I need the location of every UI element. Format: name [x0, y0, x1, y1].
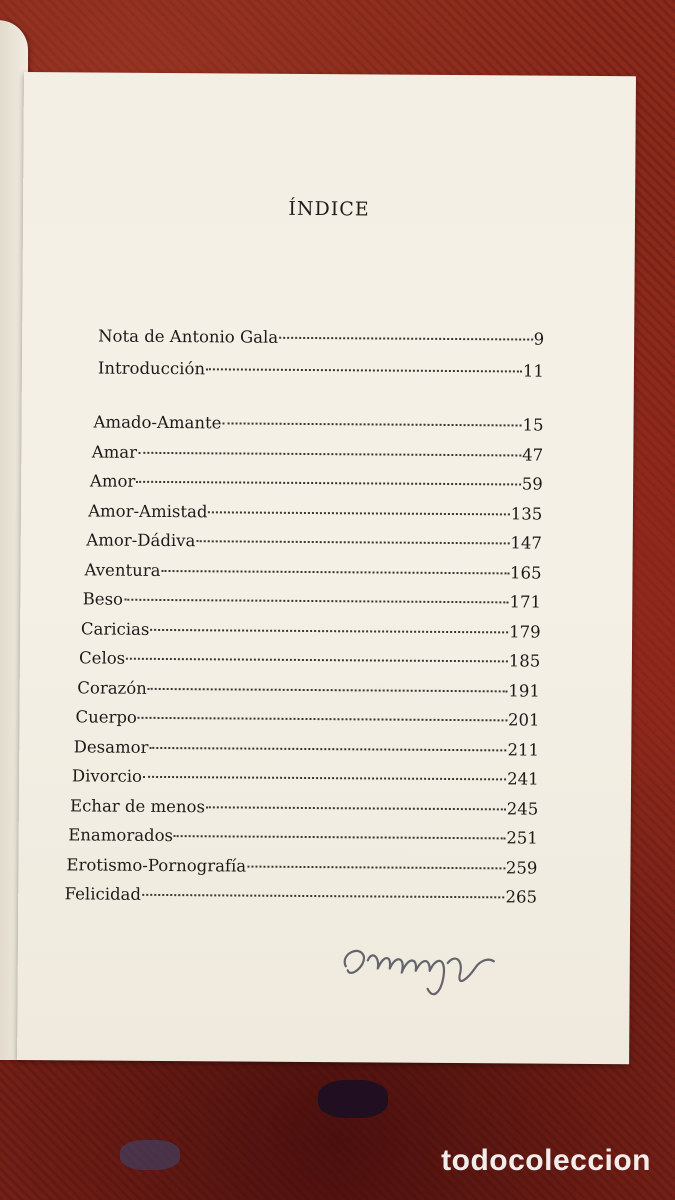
toc-entry-page-number: 259 — [505, 857, 538, 878]
toc-entry — [74, 737, 540, 759]
handwritten-signature — [337, 926, 498, 1007]
toc-dot-leader — [143, 776, 506, 781]
toc-entry — [90, 471, 543, 493]
toc-entry — [77, 678, 540, 700]
toc-entry-page-number: 191 — [508, 680, 540, 701]
toc-entry-title: Amado-Amante — [93, 412, 222, 433]
index-heading: ÍNDICE — [288, 197, 370, 221]
toc-dot-leader — [136, 481, 520, 486]
toc-dot-leader — [206, 806, 506, 810]
toc-entry-title: Erotismo-Pornografía — [66, 854, 247, 876]
toc-dot-leader — [161, 569, 509, 573]
toc-entry-page-number: 15 — [522, 415, 544, 435]
toc-entry-title: Aventura — [84, 559, 161, 580]
toc-entry — [66, 855, 537, 877]
toc-entry — [86, 530, 542, 552]
toc-entry — [98, 327, 544, 349]
toc-entry-page-number: 179 — [509, 621, 541, 642]
toc-dot-leader — [142, 894, 505, 899]
toc-entry-title: Corazón — [77, 677, 147, 698]
toc-entry-page-number: 165 — [509, 562, 542, 583]
toc-entry-title: Amor-Amistad — [88, 500, 208, 521]
toc-entry — [84, 560, 541, 582]
toc-entry — [65, 884, 538, 906]
toc-entry-page-number: 9 — [533, 329, 545, 349]
rug-pattern-mark — [318, 1080, 388, 1118]
toc-entry-title: Felicidad — [64, 884, 142, 904]
toc-entry — [98, 359, 544, 381]
toc-dot-leader — [138, 717, 507, 722]
toc-entry-title: Nota de Antonio Gala — [98, 326, 279, 347]
toc-dot-leader — [138, 451, 521, 456]
toc-dot-leader — [126, 658, 508, 663]
toc-entry-title: Introducción — [97, 358, 206, 379]
toc-entry-title: Divorcio — [71, 766, 143, 786]
toc-entry-page-number: 47 — [522, 444, 544, 465]
toc-dot-leader — [196, 540, 509, 544]
toc-entry — [79, 648, 540, 670]
toc-entry-title: Celos — [79, 648, 126, 668]
toc-entry-page-number: 241 — [507, 769, 539, 789]
toc-entry — [93, 412, 543, 434]
toc-dot-leader — [124, 599, 509, 604]
toc-dot-leader — [206, 368, 522, 372]
toc-entry-title: Cuerpo — [75, 707, 137, 727]
toc-entry-title: Desamor — [73, 736, 149, 757]
toc-entry-page-number: 171 — [509, 592, 542, 612]
toc-entry-page-number: 59 — [521, 474, 543, 494]
toc-entry-page-number: 185 — [508, 651, 541, 671]
toc-entry — [83, 589, 542, 611]
toc-dot-leader — [148, 687, 508, 692]
toc-entry — [70, 796, 538, 818]
toc-entry — [72, 766, 539, 788]
toc-entry-page-number: 11 — [522, 361, 544, 381]
toc-entry-title: Beso — [82, 589, 124, 609]
toc-entry — [88, 501, 542, 523]
toc-dot-leader — [279, 337, 533, 341]
toc-entry-title: Amor-Dádiva — [86, 530, 196, 551]
toc-entry-title: Echar de menos — [70, 795, 206, 816]
toc-dot-leader — [174, 835, 505, 839]
toc-entry-page-number: 265 — [505, 887, 538, 907]
rug-pattern-mark — [120, 1140, 180, 1170]
toc-entry-page-number: 135 — [510, 503, 543, 524]
toc-entry — [81, 619, 541, 641]
toc-dot-leader — [149, 746, 506, 750]
book-page — [17, 72, 636, 1064]
toc-entry-title: Amor — [89, 471, 136, 491]
toc-entry — [92, 442, 544, 464]
toc-entry-title: Caricias — [80, 618, 150, 639]
toc-dot-leader — [208, 511, 509, 515]
toc-dot-leader — [247, 865, 505, 869]
toc-dot-leader — [150, 628, 508, 632]
toc-entry-page-number: 211 — [507, 739, 540, 760]
toc-entry-page-number: 201 — [507, 710, 540, 730]
todocoleccion-watermark — [441, 1144, 651, 1178]
watermark-logo-text: todocoleccion — [441, 1144, 651, 1177]
toc-entry-title: Amar — [91, 441, 138, 462]
toc-dot-leader — [222, 422, 521, 426]
toc-entry-title: Enamorados — [68, 825, 174, 846]
toc-entry-page-number: 147 — [510, 533, 542, 553]
toc-entry-page-number: 245 — [506, 798, 539, 819]
toc-entry-page-number: 251 — [506, 828, 538, 848]
toc-entry — [68, 825, 538, 847]
toc-entry — [75, 707, 539, 729]
